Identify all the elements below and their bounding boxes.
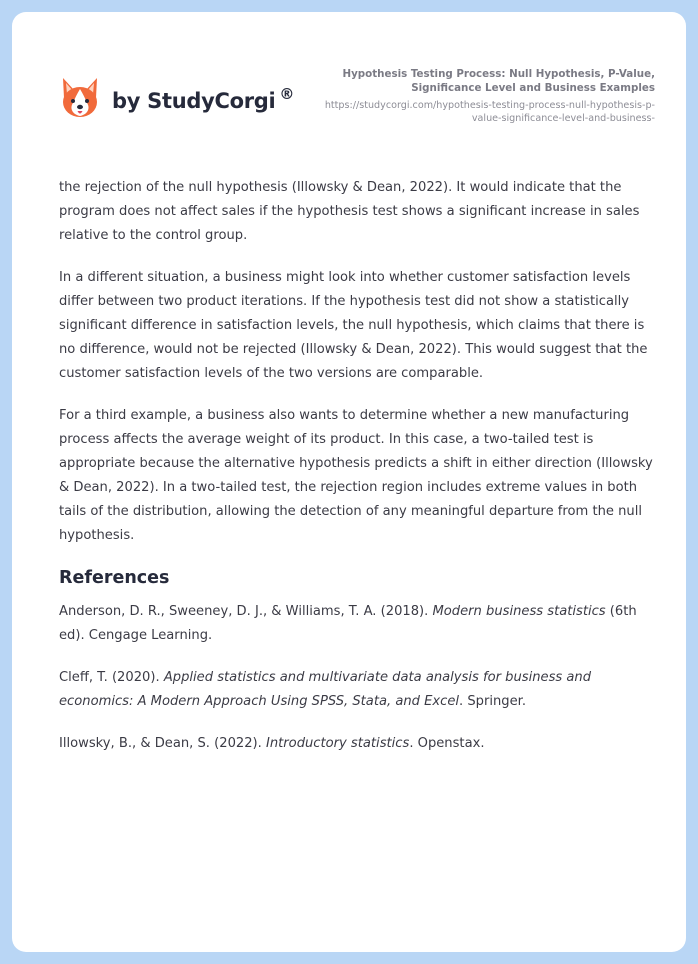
body-paragraph: In a different situation, a business might look into whether customer satisfaction levels differ between two product iterations. If the hypothesis test did not show a statistically significant difference in satisfaction levels, the null hypothesis, which claims that there is no difference, would not be rejected (Illowsky & Dean, 2022). This would suggest that the customer satisfaction levels of the two versions are comparable. xyxy=(59,270,648,381)
document-url[interactable]: https://studycorgi.com/hypothesis-testing-process-null-hypothesis-p-value-significance-level-and-business- xyxy=(324,100,655,124)
document-meta xyxy=(315,67,655,125)
reference-item: Anderson, D. R., Sweeney, D. J., & Williams, T. A. (2018). Modern business statistics (6th ed). Cengage Learning. xyxy=(59,604,637,643)
body-paragraph: the rejection of the null hypothesis (Illowsky & Dean, 2022). It would indicate that the program does not affect sales if the hypothesis test shows a significant increase in sales relative to the control group. xyxy=(59,180,640,243)
references-heading: References xyxy=(59,568,170,588)
reference-title: Modern business statistics xyxy=(432,604,606,619)
corgi-logo-icon xyxy=(60,76,100,120)
registered-mark: ® xyxy=(279,85,295,103)
reference-title: Applied statistics and multivariate data analysis for business and economics: A Modern Approach Using SPSS, Stata, and Excel xyxy=(59,670,592,709)
brand-name: by StudyCorgi ® xyxy=(112,85,295,113)
body-paragraph: For a third example, a business also wants to determine whether a new manufacturing process affects the average weight of its product. In this case, a two-tailed test is appropriate because the alternative hypothesis predicts a shift in either direction (Illowsky & Dean, 2022). In a two-tailed test, the rejection region includes extreme values in both tails of the distribution, allowing the detection of any meaningful departure from the null hypothesis. xyxy=(59,408,653,543)
document-title: Hypothesis Testing Process: Null Hypothesis, P-Value, Significance Level and Business Examples xyxy=(342,68,655,94)
reference-item: Illowsky, B., & Dean, S. (2022). Introductory statistics. Openstax. xyxy=(59,736,485,751)
reference-item: Cleff, T. (2020). Applied statistics and multivariate data analysis for business and economics: A Modern Approach Using SPSS, Stata, and Excel. Springer. xyxy=(59,670,592,709)
page-header xyxy=(12,12,686,152)
document-body xyxy=(59,176,653,774)
document-page xyxy=(12,12,686,952)
reference-title: Introductory statistics xyxy=(266,736,410,751)
studycorgi-logo[interactable] xyxy=(60,76,294,120)
